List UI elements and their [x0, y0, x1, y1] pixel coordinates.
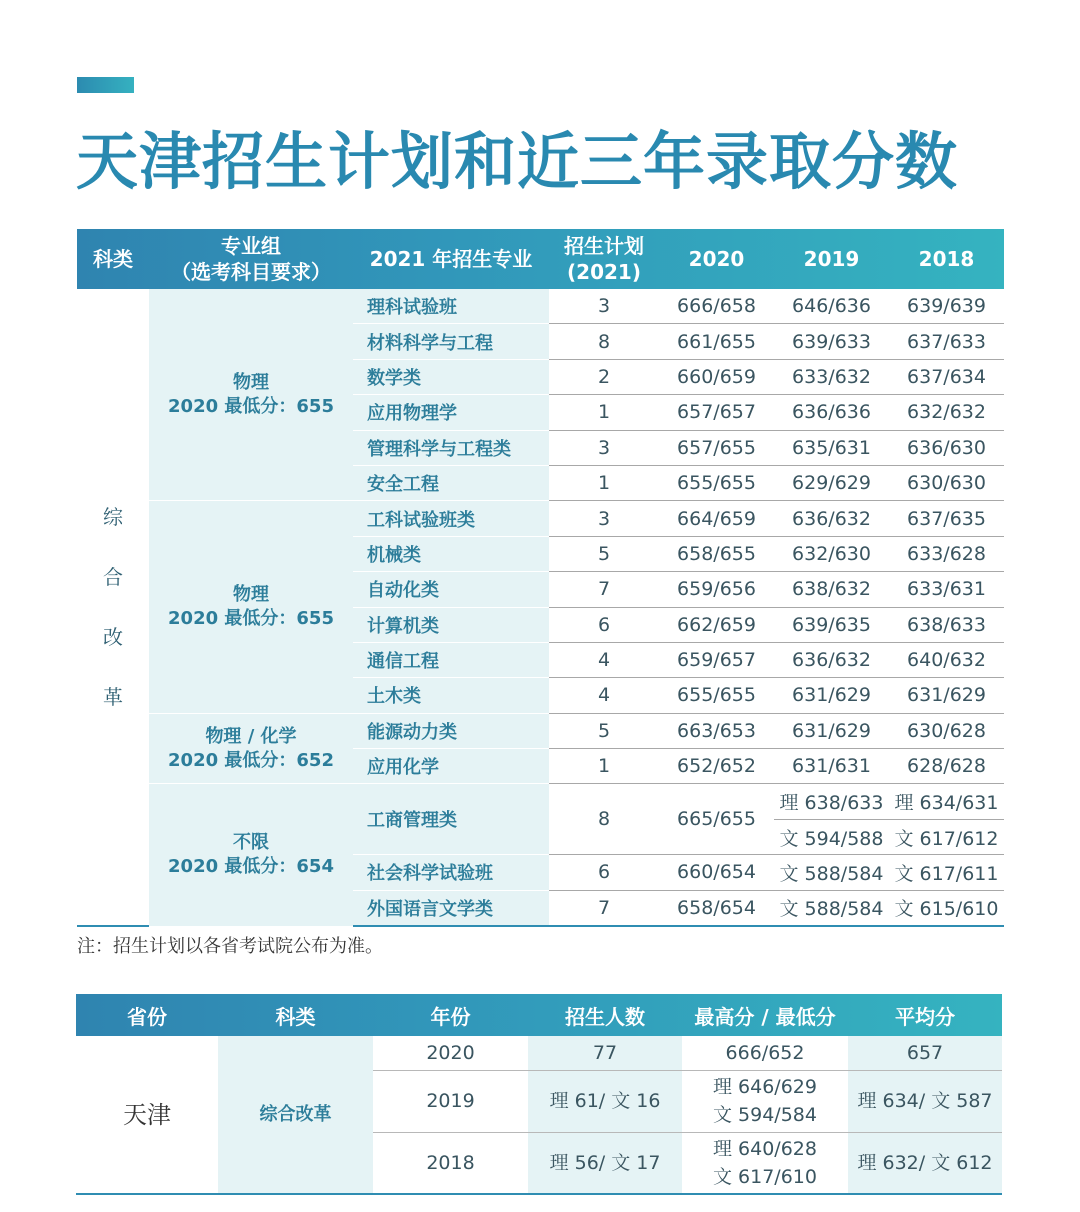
score-2018: 637/634: [889, 359, 1004, 394]
footnote: 注：招生计划以各省考试院公布为准。: [77, 936, 383, 957]
score-2020: 652/652: [659, 749, 774, 784]
score-2019: 文 588/584: [774, 890, 889, 926]
header-2020: 2020: [688, 247, 745, 271]
score-2019: 636/636: [774, 395, 889, 430]
plan-cell: 3: [549, 289, 659, 324]
score-2018: 638/633: [889, 607, 1004, 642]
score-2020: 657/657: [659, 395, 774, 430]
avg-cell: 理 632/ 文 612: [848, 1132, 1002, 1194]
title-accent-bar: [77, 77, 134, 93]
header-province: 省份: [127, 1004, 167, 1029]
header-maxmin: 最高分 / 最低分: [694, 1004, 836, 1029]
score-2018: 636/630: [889, 430, 1004, 465]
header-group: 专业组 （选考科目要求）: [171, 234, 331, 284]
major-cell: 管理科学与工程类: [353, 430, 549, 465]
score-2018: 文 617/612: [889, 819, 1004, 854]
score-2019: 636/632: [774, 642, 889, 677]
major-cell: 自动化类: [353, 572, 549, 607]
score-2020: 659/656: [659, 572, 774, 607]
major-cell: 社会科学试验班: [353, 855, 549, 890]
header-2018: 2018: [918, 247, 975, 271]
year-cell: 2020: [373, 1036, 528, 1070]
score-2020: 666/658: [659, 289, 774, 324]
score-2019: 631/629: [774, 678, 889, 713]
category-cell: 综 合 改 革: [77, 289, 149, 926]
major-cell: 外国语言文学类: [353, 890, 549, 926]
group-cell: 物理 / 化学 2020 最低分：652: [149, 713, 353, 784]
score-2018: 633/631: [889, 572, 1004, 607]
plan-cell: 6: [549, 855, 659, 890]
plan-cell: 8: [549, 784, 659, 855]
major-cell: 工科试验班类: [353, 501, 549, 536]
page-title: 天津招生计划和近三年录取分数: [76, 125, 959, 198]
score-2020: 658/654: [659, 890, 774, 926]
major-cell: 计算机类: [353, 607, 549, 642]
group-cell: 不限 2020 最低分：654: [149, 784, 353, 926]
score-2020: 659/657: [659, 642, 774, 677]
admission-history-table: [76, 994, 1002, 1195]
table-header-row: [77, 229, 1004, 289]
score-2018: 640/632: [889, 642, 1004, 677]
table-row: [77, 501, 1004, 536]
table-row: [77, 784, 1004, 819]
major-cell: 数学类: [353, 359, 549, 394]
major-cell: 安全工程: [353, 465, 549, 500]
year-cell: 2018: [373, 1132, 528, 1194]
score-2020: 662/659: [659, 607, 774, 642]
score-2019: 635/631: [774, 430, 889, 465]
score-2020: 665/655: [659, 784, 774, 855]
group-cell: 物理 2020 最低分：655: [149, 289, 353, 501]
score-2018: 637/633: [889, 324, 1004, 359]
plan-cell: 1: [549, 395, 659, 430]
score-2019: 632/630: [774, 536, 889, 571]
table-header-row: [76, 994, 1002, 1036]
major-cell: 材料科学与工程: [353, 324, 549, 359]
major-cell: 工商管理类: [353, 784, 549, 855]
major-cell: 理科试验班: [353, 289, 549, 324]
avg-cell: 理 634/ 文 587: [848, 1070, 1002, 1132]
plan-cell: 1: [549, 465, 659, 500]
header-2019: 2019: [803, 247, 860, 271]
score-2020: 663/653: [659, 713, 774, 748]
admission-plan-table: [77, 229, 1004, 927]
score-2020: 658/655: [659, 536, 774, 571]
major-cell: 通信工程: [353, 642, 549, 677]
header-count: 招生人数: [565, 1004, 645, 1029]
header-category: 科类: [93, 247, 133, 271]
header-avg: 平均分: [895, 1004, 955, 1029]
plan-cell: 7: [549, 890, 659, 926]
table-row: [77, 713, 1004, 748]
score-2020: 660/659: [659, 359, 774, 394]
plan-cell: 6: [549, 607, 659, 642]
year-cell: 2019: [373, 1070, 528, 1132]
group-cell: 物理 2020 最低分：655: [149, 501, 353, 713]
maxmin-cell: 理 640/628 文 617/610: [682, 1132, 848, 1194]
count-cell: 理 61/ 文 16: [528, 1070, 682, 1132]
score-2020: 664/659: [659, 501, 774, 536]
score-2018: 628/628: [889, 749, 1004, 784]
score-2019: 理 638/633: [774, 784, 889, 819]
score-2019: 636/632: [774, 501, 889, 536]
header-plan: 招生计划 (2021): [564, 234, 644, 284]
score-2018: 理 634/631: [889, 784, 1004, 819]
score-2019: 631/631: [774, 749, 889, 784]
major-cell: 能源动力类: [353, 713, 549, 748]
plan-cell: 3: [549, 501, 659, 536]
score-2019: 639/633: [774, 324, 889, 359]
major-cell: 应用物理学: [353, 395, 549, 430]
score-2020: 661/655: [659, 324, 774, 359]
table-row: [76, 1036, 1002, 1070]
score-2018: 文 617/611: [889, 855, 1004, 890]
score-2020: 660/654: [659, 855, 774, 890]
score-2019: 文 594/588: [774, 819, 889, 854]
table-row: [77, 289, 1004, 324]
score-2019: 文 588/584: [774, 855, 889, 890]
plan-cell: 3: [549, 430, 659, 465]
category-cell: 综合改革: [218, 1036, 373, 1194]
score-2018: 632/632: [889, 395, 1004, 430]
maxmin-cell: 666/652: [682, 1036, 848, 1070]
maxmin-cell: 理 646/629 文 594/584: [682, 1070, 848, 1132]
count-cell: 77: [528, 1036, 682, 1070]
score-2018: 文 615/610: [889, 890, 1004, 926]
header-category: 科类: [275, 1004, 316, 1029]
plan-cell: 2: [549, 359, 659, 394]
score-2019: 633/632: [774, 359, 889, 394]
score-2018: 637/635: [889, 501, 1004, 536]
score-2019: 639/635: [774, 607, 889, 642]
header-major: 2021 年招生专业: [369, 247, 533, 271]
major-cell: 应用化学: [353, 749, 549, 784]
plan-cell: 1: [549, 749, 659, 784]
header-year: 年份: [430, 1004, 471, 1029]
score-2019: 638/632: [774, 572, 889, 607]
score-2018: 639/639: [889, 289, 1004, 324]
score-2018: 631/629: [889, 678, 1004, 713]
province-cell: 天津: [76, 1036, 218, 1194]
score-2020: 655/655: [659, 678, 774, 713]
score-2020: 655/655: [659, 465, 774, 500]
score-2019: 629/629: [774, 465, 889, 500]
major-cell: 土木类: [353, 678, 549, 713]
major-cell: 机械类: [353, 536, 549, 571]
score-2020: 657/655: [659, 430, 774, 465]
score-2018: 633/628: [889, 536, 1004, 571]
count-cell: 理 56/ 文 17: [528, 1132, 682, 1194]
score-2019: 631/629: [774, 713, 889, 748]
avg-cell: 657: [848, 1036, 1002, 1070]
score-2018: 630/630: [889, 465, 1004, 500]
plan-cell: 8: [549, 324, 659, 359]
score-2018: 630/628: [889, 713, 1004, 748]
plan-cell: 4: [549, 678, 659, 713]
plan-cell: 7: [549, 572, 659, 607]
plan-cell: 4: [549, 642, 659, 677]
plan-cell: 5: [549, 536, 659, 571]
plan-cell: 5: [549, 713, 659, 748]
score-2019: 646/636: [774, 289, 889, 324]
